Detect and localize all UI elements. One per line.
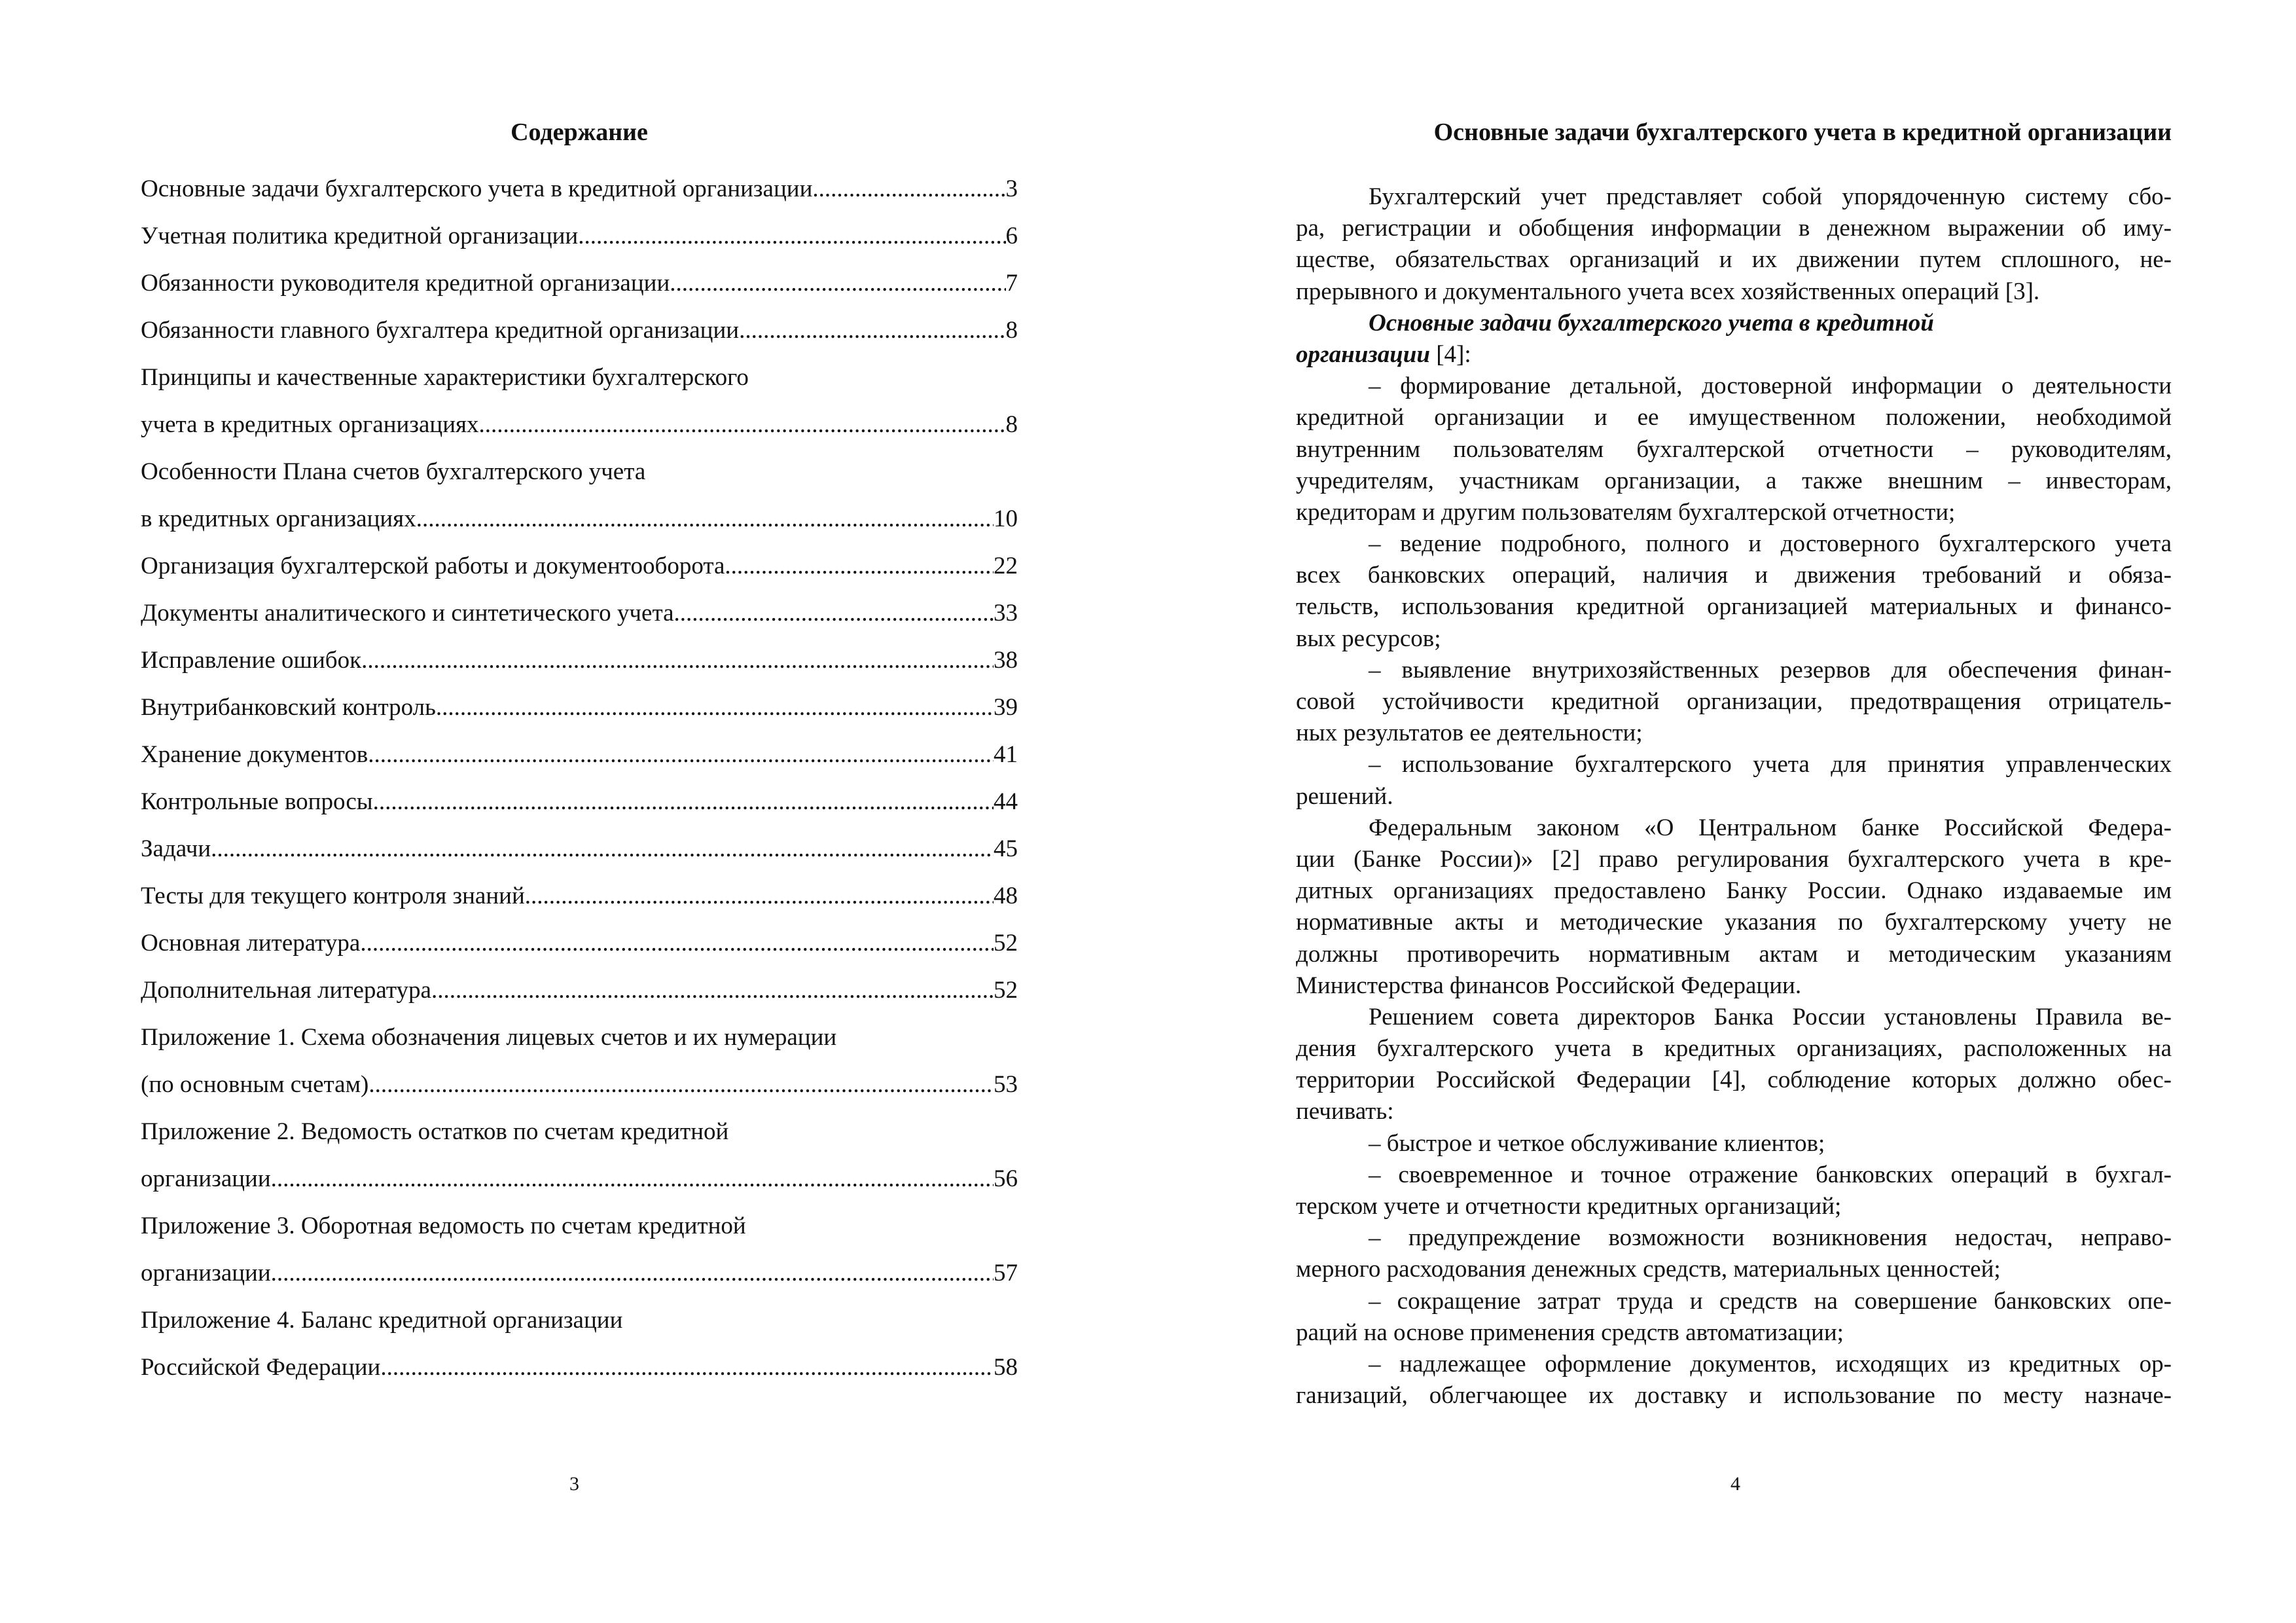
toc-entry[interactable] — [141, 260, 1018, 307]
text-line: – формирование детальной, достоверной информации о деятельности — [1369, 373, 2172, 400]
toc-entry[interactable] — [141, 1014, 1018, 1061]
toc-page-number: 22 — [994, 553, 1018, 579]
text-line: – ведение подробного, полного и достоверного бухгалтерского учета — [1369, 530, 2172, 558]
toc-page-number: 8 — [1005, 411, 1018, 438]
toc-entry-title: Особенности Плана счетов бухгалтерского учета — [141, 458, 646, 485]
toc-entry-title: Хранение документов — [141, 741, 368, 768]
toc-page-number: 8 — [1005, 317, 1018, 344]
text-line: решений. — [1296, 782, 1393, 810]
text-line: – выявление внутрихозяйственных резервов для обеспечения финан- — [1369, 656, 2172, 684]
page-number: 4 — [1731, 1473, 1740, 1495]
toc-entry[interactable] — [141, 1203, 1018, 1250]
toc-entry-title: Контрольные вопросы — [141, 788, 373, 815]
dot-leader — [670, 260, 1005, 307]
text-line: дения бухгалтерского учета в кредитных организациях, расположенных на — [1296, 1035, 2172, 1063]
toc-entry[interactable] — [141, 496, 1018, 543]
dot-leader — [373, 778, 994, 826]
toc-entry[interactable] — [141, 1061, 1018, 1108]
text-line: ции (Банке России)» [2] право регулирования бухгалтерского учета в кре- — [1296, 845, 2172, 873]
dot-leader — [725, 543, 994, 590]
toc-entry[interactable] — [141, 637, 1018, 684]
toc-entry-title: Основные задачи бухгалтерского учета в кредитной организации — [141, 175, 813, 202]
toc-entry[interactable] — [141, 920, 1018, 967]
toc-entry[interactable] — [141, 1297, 1018, 1344]
toc-entry[interactable] — [141, 1344, 1018, 1391]
toc-entry-title: Тесты для текущего контроля знаний — [141, 883, 525, 909]
dot-leader — [674, 590, 994, 637]
toc-entry-title: Документы аналитического и синтетического учета — [141, 600, 674, 627]
toc-page-number: 10 — [994, 505, 1018, 532]
toc-entry[interactable] — [141, 448, 1018, 496]
text-line: – предупреждение возможности возникновения недостач, неправо- — [1369, 1224, 2172, 1252]
toc-entry-title: в кредитных организациях — [141, 505, 416, 532]
text-line: мерного расходования денежных средств, материальных ценностей; — [1296, 1256, 2001, 1283]
text-line: тельств, использования кредитной организацией материальных и финансо- — [1296, 593, 2172, 621]
text-line: должны противоречить нормативным актам и методическим указаниям — [1296, 940, 2172, 968]
dot-leader — [812, 166, 1005, 213]
text-line: Основные задачи бухгалтерского учета в кредитной — [1369, 309, 1934, 337]
text-line — [1296, 339, 2172, 371]
text-line: ганизаций, облегчающее их доставку и использование по месту назначе- — [1296, 1382, 2172, 1410]
dot-leader — [436, 684, 994, 731]
reference-text: [4]: — [1429, 340, 1471, 368]
text-line: Федеральным законом «О Центральном банке Российской Федера- — [1369, 814, 2172, 841]
toc-page-number: 48 — [994, 883, 1018, 909]
toc-entry[interactable] — [141, 1108, 1018, 1156]
text-line: Решением совета директоров Банка России установлены Правила ве- — [1369, 1003, 2172, 1030]
dot-leader — [360, 920, 994, 967]
toc-entry-title: Обязанности руководителя кредитной организации — [141, 270, 670, 297]
toc-page-number: 57 — [994, 1260, 1018, 1286]
toc-entry[interactable] — [141, 354, 1018, 401]
text-line: кредитной организации и ее имущественном положении, необходимой — [1296, 404, 2172, 431]
dot-leader — [739, 307, 1005, 354]
toc-page-number: 38 — [994, 647, 1018, 674]
toc-entry-title: Организация бухгалтерской работы и документооборота — [141, 553, 725, 579]
toc-entry-title: Российской Федерации — [141, 1354, 381, 1381]
toc-entry-title: Приложение 4. Баланс кредитной организации — [141, 1307, 623, 1334]
table-of-contents — [141, 166, 1018, 1391]
text-line: – быстрое и четкое обслуживание клиентов; — [1369, 1129, 1825, 1157]
page-number: 3 — [569, 1473, 579, 1495]
section-title: Основные задачи бухгалтерского учета в кредитной организации — [1433, 119, 2172, 146]
text-line: Министерства финансов Российской Федерации. — [1296, 972, 1802, 999]
text-line: кредиторам и другим пользователям бухгалтерской отчетности; — [1296, 498, 1956, 526]
toc-entry-title: Учетная политика кредитной организации — [141, 223, 579, 249]
text-line: терском учете и отчетности кредитных организаций; — [1296, 1193, 1842, 1220]
dot-leader — [361, 637, 994, 684]
toc-entry-title: Обязанности главного бухгалтера кредитной организации — [141, 317, 740, 344]
toc-page-number: 45 — [994, 835, 1018, 862]
toc-entry[interactable] — [141, 731, 1018, 778]
text-line: нормативные акты и методические указания по бухгалтерскому учету не — [1296, 909, 2172, 936]
right-page — [1148, 0, 2296, 1623]
toc-entry-title: Приложение 2. Ведомость остатков по счетам кредитной — [141, 1118, 729, 1145]
toc-page-number: 56 — [994, 1165, 1018, 1192]
text-line: внутренним пользователям бухгалтерской отчетности – руководителям, — [1296, 435, 2172, 463]
toc-page-number: 44 — [994, 788, 1018, 815]
dot-leader — [380, 1344, 994, 1391]
text-line: печивать: — [1296, 1098, 1394, 1125]
toc-entry[interactable] — [141, 401, 1018, 448]
text-line: прерывного и документального учета всех хозяйственных операций [3]. — [1296, 278, 2040, 305]
toc-entry[interactable] — [141, 307, 1018, 354]
dot-leader — [431, 967, 994, 1014]
toc-entry-title: Внутрибанковский контроль — [141, 694, 436, 721]
toc-page-number: 39 — [994, 694, 1018, 721]
toc-entry-title: организации — [141, 1165, 271, 1192]
dot-leader — [271, 1156, 994, 1203]
dot-leader — [211, 826, 994, 873]
toc-entry[interactable] — [141, 213, 1018, 260]
toc-entry-title: Дополнительная литература — [141, 977, 431, 1004]
toc-page-number: 3 — [1005, 175, 1018, 202]
dot-leader — [479, 401, 1006, 448]
toc-entry[interactable] — [141, 590, 1018, 637]
text-line: раций на основе применения средств автоматизации; — [1296, 1319, 1844, 1346]
toc-entry-title: учета в кредитных организациях — [141, 411, 479, 438]
toc-entry-title: Приложение 1. Схема обозначения лицевых счетов и их нумерации — [141, 1024, 837, 1051]
dot-leader — [578, 213, 1005, 260]
text-line: – использование бухгалтерского учета для принятия управленческих — [1369, 751, 2172, 778]
toc-entry[interactable] — [141, 166, 1018, 213]
toc-page-number: 33 — [994, 600, 1018, 627]
text-line: учредителям, участникам организации, а также внешним – инвесторам, — [1296, 467, 2172, 494]
text-line: ра, регистрации и обобщения информации в денежном выражении об иму- — [1296, 215, 2172, 242]
toc-entry-title: организации — [141, 1260, 271, 1286]
dot-leader — [525, 873, 994, 920]
toc-entry-title: Принципы и качественные характеристики бухгалтерского — [141, 364, 749, 391]
text-line: ных результатов ее деятельности; — [1296, 720, 1643, 747]
text-line: дитных организациях предоставлено Банку России. Однако издаваемые им — [1296, 877, 2172, 905]
toc-entry[interactable] — [141, 1250, 1018, 1297]
text-line: совой устойчивости кредитной организации, предотвращения отрицатель- — [1296, 688, 2172, 715]
text-line: – сокращение затрат труда и средств на совершение банковских опе- — [1369, 1287, 2172, 1315]
toc-page-number: 58 — [994, 1354, 1018, 1381]
section-body — [1296, 181, 2172, 1412]
text-line: Бухгалтерский учет представляет собой упорядоченную систему сбо- — [1369, 183, 2172, 210]
toc-entry[interactable] — [141, 778, 1018, 826]
bold-italic-text: организации — [1296, 340, 1430, 368]
toc-entry-title: Задачи — [141, 835, 211, 862]
toc-page-number: 6 — [1005, 223, 1018, 249]
toc-entry[interactable] — [141, 873, 1018, 920]
toc-title: Содержание — [511, 119, 648, 146]
toc-page-number: 53 — [994, 1071, 1018, 1098]
toc-entry[interactable] — [141, 543, 1018, 590]
dot-leader — [271, 1250, 994, 1297]
toc-entry-title: Исправление ошибок — [141, 647, 362, 674]
text-line: ществе, обязательствах организаций и их движении путем сплошного, не- — [1296, 246, 2172, 274]
dot-leader — [368, 731, 994, 778]
toc-page-number: 7 — [1005, 270, 1018, 297]
toc-page-number: 52 — [994, 930, 1018, 957]
dot-leader — [368, 1061, 994, 1108]
text-line: – надлежащее оформление документов, исходящих из кредитных ор- — [1369, 1350, 2172, 1377]
toc-page-number: 52 — [994, 977, 1018, 1004]
toc-entry[interactable] — [141, 967, 1018, 1014]
toc-entry-title: (по основным счетам) — [141, 1071, 369, 1098]
text-line: – своевременное и точное отражение банковских операций в бухгал- — [1369, 1161, 2172, 1188]
text-line: территории Российской Федерации [4], соблюдение которых должно обес- — [1296, 1067, 2172, 1094]
toc-entry[interactable] — [141, 826, 1018, 873]
toc-entry-title: Приложение 3. Оборотная ведомость по счетам кредитной — [141, 1213, 746, 1239]
text-line: вых ресурсов; — [1296, 625, 1441, 652]
toc-page-number: 41 — [994, 741, 1018, 768]
text-line: всех банковских операций, наличия и движения требований и обяза- — [1296, 562, 2172, 589]
dot-leader — [416, 496, 994, 543]
toc-entry[interactable] — [141, 684, 1018, 731]
toc-entry[interactable] — [141, 1156, 1018, 1203]
toc-entry-title: Основная литература — [141, 930, 361, 957]
